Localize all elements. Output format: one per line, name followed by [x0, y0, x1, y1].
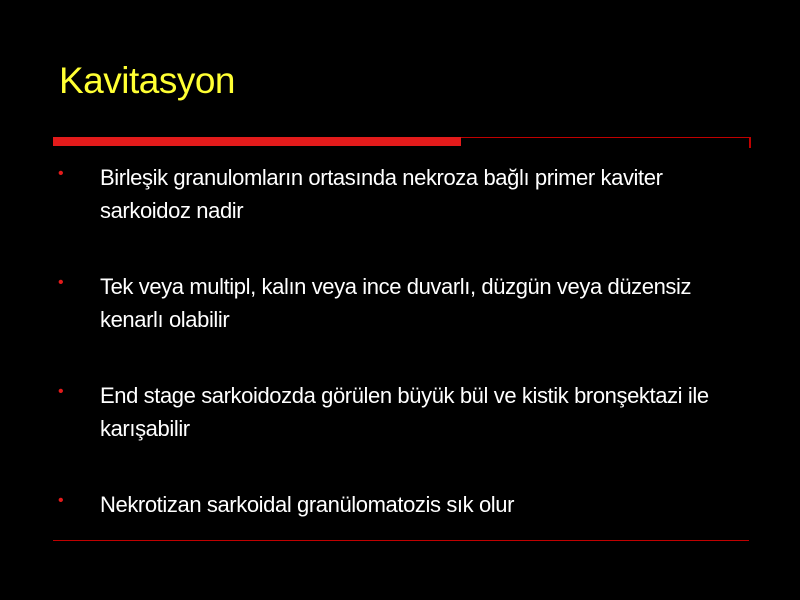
bullet-text: End stage sarkoidozda görülen büyük bül ve kistik bronşektazi ile karışabilir — [100, 383, 709, 441]
title-divider-end-tick — [749, 137, 751, 148]
bullet-dot-icon: • — [58, 383, 64, 400]
bullet-list — [58, 161, 748, 521]
title-accent-bar — [53, 137, 461, 146]
bullet-dot-icon: • — [58, 165, 64, 182]
bullet-text: Nekrotizan sarkoidal granülomatozis sık olur — [100, 492, 515, 517]
bullet-dot-icon: • — [58, 274, 64, 291]
bullet-item — [58, 161, 748, 227]
bullet-item — [58, 488, 748, 521]
bullet-text: Tek veya multipl, kalın veya ince duvarlı, düzgün veya düzensiz kenarlı olabilir — [100, 274, 692, 332]
slide-title: Kavitasyon — [59, 60, 235, 101]
bullet-item — [58, 379, 748, 445]
bullet-dot-icon: • — [58, 492, 64, 509]
footer-divider-line — [53, 540, 749, 541]
bullet-text: Birleşik granulomların ortasında nekroza bağlı primer kaviter sarkoidoz nadir — [100, 165, 663, 223]
bullet-item — [58, 270, 748, 336]
